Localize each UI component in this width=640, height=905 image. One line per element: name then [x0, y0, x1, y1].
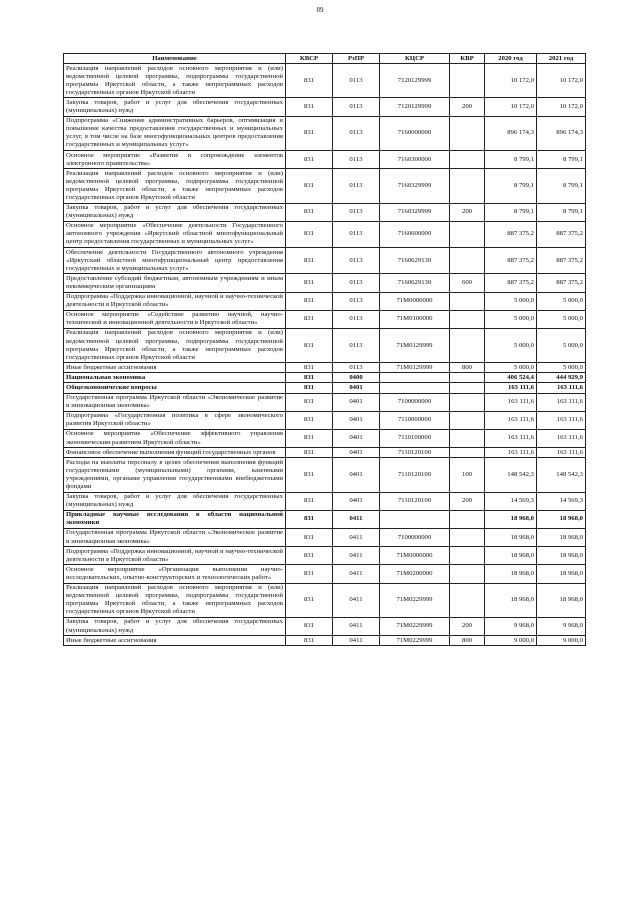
- cell-name: Государственная программа Иркутской области «Экономическое развитие и инновационная экономика»: [64, 393, 286, 411]
- cell-kvr: [450, 565, 485, 583]
- cell-kvr: [450, 310, 485, 328]
- cell-kvsr: 831: [286, 448, 333, 458]
- cell-2020: 18 968,0: [485, 510, 537, 528]
- cell-2020: 163 111,6: [485, 383, 537, 393]
- cell-2021: 5 000,0: [537, 292, 586, 310]
- cell-2021: 18 968,0: [537, 565, 586, 583]
- cell-2020: 887 375,2: [485, 221, 537, 247]
- cell-2020: 5 000,0: [485, 292, 537, 310]
- table-row: [64, 510, 586, 528]
- table-row: [64, 636, 586, 646]
- cell-name: Национальная экономика: [64, 373, 286, 383]
- budget-table: [63, 53, 586, 646]
- table-row: [64, 98, 586, 116]
- cell-kcsr: 7100000000: [380, 393, 450, 411]
- cell-2021: 8 799,1: [537, 151, 586, 169]
- cell-kcsr: 71М0000000: [380, 292, 450, 310]
- cell-2020: 8 799,1: [485, 203, 537, 221]
- cell-kcsr: 7120129999: [380, 98, 450, 116]
- cell-2021: 9 968,0: [537, 617, 586, 635]
- cell-2020: 887 375,2: [485, 274, 537, 292]
- cell-name: Государственная программа Иркутской области «Экономическое развитие и инновационная экономика»: [64, 528, 286, 546]
- table-row: [64, 116, 586, 150]
- cell-rzpr: 0113: [333, 310, 380, 328]
- table-row: [64, 373, 586, 383]
- cell-kcsr: 7110120100: [380, 448, 450, 458]
- cell-rzpr: 0401: [333, 393, 380, 411]
- cell-kvr: [450, 429, 485, 447]
- cell-kvr: [450, 411, 485, 429]
- table-row: [64, 383, 586, 393]
- table-row: [64, 203, 586, 221]
- cell-kcsr: 7160000000: [380, 116, 450, 150]
- table-row: [64, 393, 586, 411]
- cell-name: Иные бюджетные ассигнования: [64, 636, 286, 646]
- cell-kcsr: 71М0129999: [380, 363, 450, 373]
- cell-kvsr: 831: [286, 292, 333, 310]
- cell-kcsr: 7100000000: [380, 528, 450, 546]
- cell-kcsr: 7120129999: [380, 64, 450, 98]
- header-kvsr: КВСР: [286, 54, 333, 64]
- cell-kcsr: 71М0229999: [380, 583, 450, 617]
- cell-2021: 887 375,2: [537, 248, 586, 274]
- cell-2020: 148 542,3: [485, 458, 537, 492]
- cell-name: Основное мероприятие «Организация выполнения научно-исследовательских, опытно-конструкторских и технологических работ»: [64, 565, 286, 583]
- cell-name: Закупка товаров, работ и услуг для обеспечения государственных (муниципальных) нужд: [64, 492, 286, 510]
- cell-kvr: [450, 116, 485, 150]
- cell-2020: 10 172,0: [485, 64, 537, 98]
- cell-kvsr: 831: [286, 328, 333, 362]
- cell-rzpr: 0113: [333, 151, 380, 169]
- cell-rzpr: 0113: [333, 64, 380, 98]
- cell-rzpr: 0411: [333, 636, 380, 646]
- cell-kcsr: [380, 373, 450, 383]
- cell-kcsr: 7110000000: [380, 411, 450, 429]
- cell-rzpr: 0411: [333, 617, 380, 635]
- cell-kcsr: 7110120100: [380, 458, 450, 492]
- cell-name: Прикладные научные исследования в области национальной экономики: [64, 510, 286, 528]
- cell-kvsr: 831: [286, 221, 333, 247]
- cell-kvr: 200: [450, 98, 485, 116]
- table-row: [64, 221, 586, 247]
- cell-kvr: [450, 583, 485, 617]
- table-row: [64, 151, 586, 169]
- table-row: [64, 411, 586, 429]
- cell-kvsr: 831: [286, 98, 333, 116]
- cell-2020: 14 569,3: [485, 492, 537, 510]
- cell-rzpr: 0401: [333, 429, 380, 447]
- cell-name: Закупка товаров, работ и услуг для обеспечения государственных (муниципальных) нужд: [64, 98, 286, 116]
- cell-kcsr: 7160329999: [380, 203, 450, 221]
- cell-2020: 18 968,0: [485, 583, 537, 617]
- cell-kvsr: 831: [286, 248, 333, 274]
- cell-2021: 5 000,0: [537, 310, 586, 328]
- table-row: [64, 492, 586, 510]
- cell-kvsr: 831: [286, 310, 333, 328]
- header-rzpr: РзПР: [333, 54, 380, 64]
- cell-2021: 8 799,1: [537, 203, 586, 221]
- cell-2020: 18 968,0: [485, 547, 537, 565]
- cell-2021: 10 172,0: [537, 64, 586, 98]
- cell-2020: 163 111,6: [485, 448, 537, 458]
- header-2021: 2021 год: [537, 54, 586, 64]
- cell-kcsr: 71М0229999: [380, 636, 450, 646]
- table-row: [64, 448, 586, 458]
- header-kvr: КВР: [450, 54, 485, 64]
- cell-2020: 9 000,0: [485, 636, 537, 646]
- cell-kvr: [450, 328, 485, 362]
- cell-name: Иные бюджетные ассигнования: [64, 363, 286, 373]
- table-row: [64, 292, 586, 310]
- cell-kvr: [450, 383, 485, 393]
- cell-rzpr: 0113: [333, 203, 380, 221]
- cell-2021: 163 111,6: [537, 393, 586, 411]
- cell-2021: 163 111,6: [537, 411, 586, 429]
- cell-2020: 896 174,3: [485, 116, 537, 150]
- cell-name: Основное мероприятие «Содействие развитию научной, научно-технической и инновационной деятельности в Иркутской области»: [64, 310, 286, 328]
- cell-kcsr: [380, 510, 450, 528]
- cell-kvr: 600: [450, 274, 485, 292]
- cell-rzpr: 0401: [333, 383, 380, 393]
- cell-2021: 5 000,0: [537, 363, 586, 373]
- cell-kvr: [450, 393, 485, 411]
- table-row: [64, 328, 586, 362]
- cell-2020: 887 375,2: [485, 248, 537, 274]
- cell-kcsr: 7160600000: [380, 221, 450, 247]
- cell-kvsr: 831: [286, 617, 333, 635]
- cell-kvr: [450, 510, 485, 528]
- table-row: [64, 310, 586, 328]
- cell-2021: 887 375,2: [537, 274, 586, 292]
- cell-kvsr: 831: [286, 458, 333, 492]
- cell-kvr: 200: [450, 203, 485, 221]
- cell-kvsr: 831: [286, 383, 333, 393]
- cell-rzpr: 0113: [333, 274, 380, 292]
- cell-2020: 18 968,0: [485, 528, 537, 546]
- cell-rzpr: 0411: [333, 547, 380, 565]
- cell-kvsr: 831: [286, 274, 333, 292]
- cell-kvr: 200: [450, 617, 485, 635]
- cell-kvsr: 831: [286, 528, 333, 546]
- cell-rzpr: 0411: [333, 583, 380, 617]
- cell-name: Подпрограмма «Поддержка инновационной, научной и научно-технической деятельности в Иркутской области»: [64, 292, 286, 310]
- table-row: [64, 458, 586, 492]
- cell-2020: 163 111,6: [485, 393, 537, 411]
- cell-2021: 18 968,0: [537, 528, 586, 546]
- header-name: Наименование: [64, 54, 286, 64]
- cell-2020: 5 000,0: [485, 328, 537, 362]
- cell-2021: 163 111,6: [537, 429, 586, 447]
- table-row: [64, 547, 586, 565]
- cell-rzpr: 0113: [333, 221, 380, 247]
- cell-kvsr: 831: [286, 373, 333, 383]
- cell-rzpr: 0411: [333, 510, 380, 528]
- table-row: [64, 429, 586, 447]
- cell-kcsr: 7160629130: [380, 274, 450, 292]
- cell-2020: 8 799,1: [485, 169, 537, 203]
- cell-rzpr: 0113: [333, 292, 380, 310]
- cell-2021: 163 111,6: [537, 383, 586, 393]
- table-row: [64, 565, 586, 583]
- table-row: [64, 274, 586, 292]
- cell-kvsr: 831: [286, 411, 333, 429]
- cell-2021: 18 968,0: [537, 510, 586, 528]
- cell-kcsr: [380, 383, 450, 393]
- cell-rzpr: 0401: [333, 492, 380, 510]
- cell-kcsr: 7160300000: [380, 151, 450, 169]
- cell-kvsr: 831: [286, 64, 333, 98]
- cell-name: Реализация направлений расходов основного мероприятия и (или) ведомственной целевой программы, подпрограммы государственной программы Иркутской области, а также непрограммных расходов государственных органов Иркутской области: [64, 169, 286, 203]
- cell-kcsr: 7160629130: [380, 248, 450, 274]
- cell-kvsr: 831: [286, 510, 333, 528]
- cell-kvr: [450, 151, 485, 169]
- table-row: [64, 169, 586, 203]
- cell-kvsr: 831: [286, 429, 333, 447]
- cell-2021: 5 000,0: [537, 328, 586, 362]
- cell-kcsr: 71М0229999: [380, 617, 450, 635]
- cell-2020: 5 000,0: [485, 363, 537, 373]
- table-row: [64, 64, 586, 98]
- budget-table-container: [63, 53, 585, 646]
- cell-kcsr: 71М0100000: [380, 310, 450, 328]
- cell-rzpr: 0113: [333, 328, 380, 362]
- cell-2021: 8 799,1: [537, 169, 586, 203]
- cell-kcsr: 71М0000000: [380, 547, 450, 565]
- cell-2020: 18 968,0: [485, 565, 537, 583]
- cell-2020: 406 524,4: [485, 373, 537, 383]
- table-body: [64, 64, 586, 646]
- cell-2021: 9 000,0: [537, 636, 586, 646]
- cell-name: Подпрограмма «Государственная политика в сфере экономического развития Иркутской области»: [64, 411, 286, 429]
- cell-2020: 163 111,6: [485, 411, 537, 429]
- page-number: 89: [316, 6, 324, 14]
- cell-rzpr: 0113: [333, 248, 380, 274]
- cell-kvsr: 831: [286, 492, 333, 510]
- cell-kvr: [450, 221, 485, 247]
- cell-kvr: 200: [450, 492, 485, 510]
- cell-name: Предоставление субсидий бюджетным, автономным учреждениям и иным некоммерческим организациям: [64, 274, 286, 292]
- cell-name: Обеспечение деятельности Государственного автономного учреждения «Иркутский областной многофункциональный центр предоставления государственных и муниципальных услуг»: [64, 248, 286, 274]
- cell-kvsr: 831: [286, 583, 333, 617]
- cell-kvr: [450, 448, 485, 458]
- cell-name: Финансовое обеспечение выполнения функций государственных органов: [64, 448, 286, 458]
- header-2020: 2020 год: [485, 54, 537, 64]
- cell-rzpr: 0401: [333, 458, 380, 492]
- cell-kvsr: 831: [286, 547, 333, 565]
- cell-2021: 896 174,3: [537, 116, 586, 150]
- cell-2021: 10 172,0: [537, 98, 586, 116]
- cell-name: Реализация направлений расходов основного мероприятия и (или) ведомственной целевой программы, подпрограммы государственной программы Иркутской области, а также непрограммных расходов государственных органов Иркутской области: [64, 583, 286, 617]
- cell-2021: 148 542,3: [537, 458, 586, 492]
- cell-2021: 444 929,9: [537, 373, 586, 383]
- cell-rzpr: 0411: [333, 528, 380, 546]
- cell-kvsr: 831: [286, 116, 333, 150]
- cell-2021: 18 968,0: [537, 547, 586, 565]
- table-row: [64, 583, 586, 617]
- cell-kvsr: 831: [286, 565, 333, 583]
- table-row: [64, 528, 586, 546]
- cell-kvr: 800: [450, 636, 485, 646]
- cell-kcsr: 7110100000: [380, 429, 450, 447]
- cell-kvsr: 831: [286, 636, 333, 646]
- cell-2020: 5 000,0: [485, 310, 537, 328]
- cell-2021: 163 111,6: [537, 448, 586, 458]
- cell-2020: 9 968,0: [485, 617, 537, 635]
- cell-name: Основное мероприятие «Развитие и сопровождение элементов электронного правительства»: [64, 151, 286, 169]
- cell-kvsr: 831: [286, 203, 333, 221]
- cell-2021: 14 569,3: [537, 492, 586, 510]
- cell-name: Закупка товаров, работ и услуг для обеспечения государственных (муниципальных) нужд: [64, 617, 286, 635]
- cell-rzpr: 0400: [333, 373, 380, 383]
- cell-kcsr: 7160329999: [380, 169, 450, 203]
- cell-kvr: [450, 373, 485, 383]
- cell-name: Основное мероприятие «Обеспечение деятельности Государственного автономного учреждения «Иркутский областной многофункциональный центр предоставления государственных и муниципальных услуг»: [64, 221, 286, 247]
- cell-name: Расходы на выплаты персоналу в целях обеспечения выполнения функций государственными (муниципальными) органами, казенными учреждениями, органами управления государственными внебюджетными фондами: [64, 458, 286, 492]
- cell-kcsr: 71М0200000: [380, 565, 450, 583]
- cell-name: Основное мероприятие «Обеспечение эффективного управления экономическим развитием Иркутской области»: [64, 429, 286, 447]
- cell-name: Реализация направлений расходов основного мероприятия и (или) ведомственной целевой программы, подпрограммы государственной программы Иркутской области, а также непрограммных расходов государственных органов Иркутской области: [64, 64, 286, 98]
- cell-2020: 163 111,6: [485, 429, 537, 447]
- cell-2020: 8 799,1: [485, 151, 537, 169]
- cell-rzpr: 0113: [333, 98, 380, 116]
- cell-kvr: [450, 292, 485, 310]
- cell-rzpr: 0113: [333, 363, 380, 373]
- cell-kcsr: 7110120100: [380, 492, 450, 510]
- cell-name: Общеэкономические вопросы: [64, 383, 286, 393]
- cell-kvr: [450, 528, 485, 546]
- header-kcsr: КЦСР: [380, 54, 450, 64]
- cell-kvr: [450, 248, 485, 274]
- cell-rzpr: 0113: [333, 169, 380, 203]
- table-row: [64, 363, 586, 373]
- cell-name: Подпрограмма «Снижение административных барьеров, оптимизация и повышение качества предоставления государственных и муниципальных услуг, в том числе на базе многофункциональных центров предоставления государственных и муниципальных услуг»: [64, 116, 286, 150]
- cell-kvsr: 831: [286, 363, 333, 373]
- cell-kcsr: 71М0129999: [380, 328, 450, 362]
- table-row: [64, 617, 586, 635]
- cell-kvsr: 831: [286, 393, 333, 411]
- cell-name: Реализация направлений расходов основного мероприятия и (или) ведомственной целевой программы, подпрограммы государственной программы Иркутской области, а также непрограммных расходов государственных органов Иркутской области: [64, 328, 286, 362]
- cell-2021: 18 968,0: [537, 583, 586, 617]
- cell-rzpr: 0401: [333, 448, 380, 458]
- table-header-row: [64, 54, 586, 64]
- cell-kvsr: 831: [286, 169, 333, 203]
- cell-kvsr: 831: [286, 151, 333, 169]
- cell-name: Закупка товаров, работ и услуг для обеспечения государственных (муниципальных) нужд: [64, 203, 286, 221]
- cell-kvr: 100: [450, 458, 485, 492]
- cell-kvr: [450, 547, 485, 565]
- cell-kvr: 800: [450, 363, 485, 373]
- cell-rzpr: 0411: [333, 565, 380, 583]
- cell-kvr: [450, 169, 485, 203]
- cell-2020: 10 172,0: [485, 98, 537, 116]
- cell-2021: 887 375,2: [537, 221, 586, 247]
- table-row: [64, 248, 586, 274]
- cell-rzpr: 0401: [333, 411, 380, 429]
- cell-kvr: [450, 64, 485, 98]
- cell-rzpr: 0113: [333, 116, 380, 150]
- cell-name: Подпрограмма «Поддержка инновационной, научной и научно-технической деятельности в Иркутской области»: [64, 547, 286, 565]
